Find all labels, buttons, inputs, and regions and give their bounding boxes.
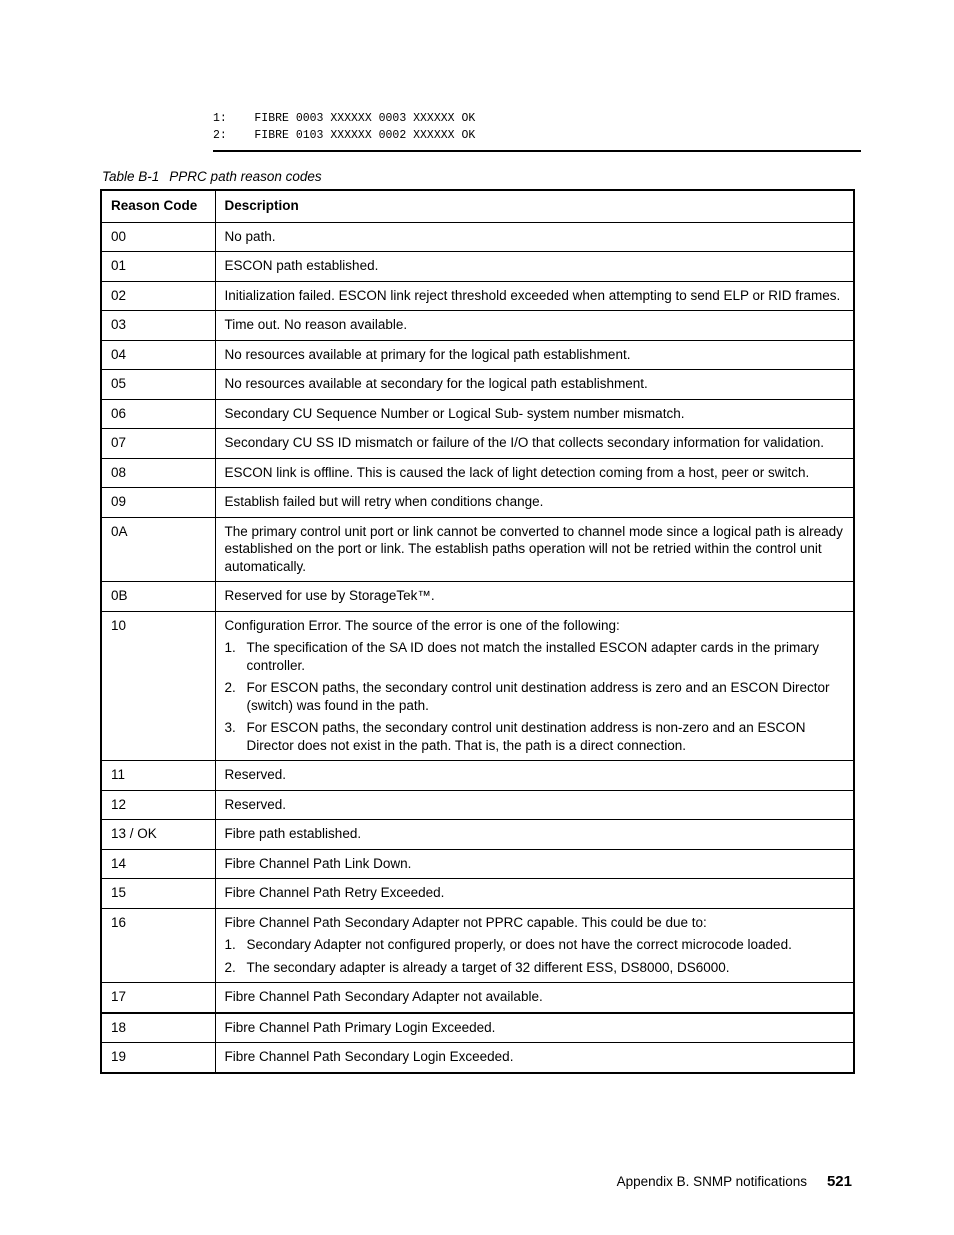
description-text: Configuration Error. The source of the error is one of the following: <box>224 617 620 633</box>
reason-code-cell: 0B <box>101 582 215 612</box>
reason-code-cell: 05 <box>101 370 215 400</box>
description-text: Fibre Channel Path Secondary Adapter not PPRC capable. This could be due to: <box>224 914 707 930</box>
table-row <box>101 399 854 429</box>
table-row <box>101 820 854 850</box>
table-row <box>101 458 854 488</box>
page-number: 521 <box>826 1173 852 1190</box>
table-row <box>101 1043 854 1073</box>
reason-code-cell: 06 <box>101 399 215 429</box>
description-cell <box>215 281 854 311</box>
description-list-item <box>225 639 845 674</box>
table-row <box>101 252 854 282</box>
list-item-number: 2. <box>224 680 236 695</box>
table-body <box>101 222 854 1073</box>
description-cell <box>215 340 854 370</box>
reason-code-cell: 12 <box>101 790 215 820</box>
list-item-number: 2. <box>224 959 236 975</box>
header-description: Description <box>215 190 854 222</box>
code-example <box>213 110 861 152</box>
description-text: Fibre Channel Path Primary Login Exceeded. <box>224 1019 496 1035</box>
description-cell <box>215 879 854 909</box>
table-row <box>101 488 854 518</box>
table-row <box>101 222 854 252</box>
table-row <box>101 370 854 400</box>
description-cell <box>215 611 854 761</box>
description-cell <box>215 1013 854 1043</box>
list-item-text: Secondary Adapter not configured properly, or does not have the correct microcode loaded. <box>246 937 792 952</box>
reason-code-cell: 18 <box>101 1013 215 1043</box>
description-text: ESCON path established. <box>224 258 379 273</box>
reason-code-cell: 14 <box>101 849 215 879</box>
description-cell <box>215 983 854 1013</box>
table-row <box>101 582 854 612</box>
description-text: Time out. No reason available. <box>224 317 408 332</box>
description-cell <box>215 399 854 429</box>
reason-code-cell: 0A <box>101 517 215 582</box>
reason-code-cell: 04 <box>101 340 215 370</box>
description-cell <box>215 820 854 850</box>
table-row <box>101 611 854 761</box>
page-footer <box>617 1173 852 1190</box>
table-row <box>101 879 854 909</box>
description-list-item <box>225 959 845 977</box>
description-cell <box>215 1043 854 1073</box>
table-row <box>101 761 854 791</box>
list-item-text: The specification of the SA ID does not match the installed ESCON adapter cards in the primary controller. <box>246 640 820 673</box>
list-item-text: For ESCON paths, the secondary control unit destination address is zero and an ESCON Director (switch) was found in the path. <box>246 680 830 713</box>
table-row <box>101 849 854 879</box>
description-text: Initialization failed. ESCON link reject threshold exceeded when attempting to send ELP or RID frames. <box>224 287 841 303</box>
header-reason-code: Reason Code <box>101 190 215 222</box>
description-list-item <box>225 679 845 714</box>
table-row <box>101 1013 854 1043</box>
description-cell <box>215 311 854 341</box>
code-line: 1: FIBRE 0003 XXXXXX 0003 XXXXXX OK <box>213 112 476 125</box>
reason-code-cell: 16 <box>101 908 215 983</box>
description-list <box>225 936 845 976</box>
reason-code-cell: 09 <box>101 488 215 518</box>
list-item-number: 1. <box>224 640 236 655</box>
table-row <box>101 340 854 370</box>
reason-code-cell: 11 <box>101 761 215 791</box>
description-cell <box>215 908 854 983</box>
reason-code-cell: 00 <box>101 222 215 252</box>
reason-code-cell: 07 <box>101 429 215 459</box>
table-caption-title: PPRC path reason codes <box>169 169 322 184</box>
description-text: Fibre Channel Path Secondary Adapter not available. <box>224 989 543 1004</box>
reason-code-cell: 10 <box>101 611 215 761</box>
description-cell <box>215 222 854 252</box>
code-line: 2: FIBRE 0103 XXXXXX 0002 XXXXXX OK <box>213 129 476 142</box>
description-cell <box>215 370 854 400</box>
description-text: No resources available at secondary for the logical path establishment. <box>224 376 648 391</box>
description-cell <box>215 517 854 582</box>
table-row <box>101 311 854 341</box>
reason-code-cell: 03 <box>101 311 215 341</box>
description-text: Secondary CU Sequence Number or Logical Sub- system number mismatch. <box>224 405 685 421</box>
description-cell <box>215 429 854 459</box>
list-item-number: 1. <box>224 937 236 952</box>
footer-section-title: Appendix B. SNMP notifications <box>616 1174 807 1189</box>
table-row <box>101 790 854 820</box>
table-header-row <box>101 190 854 222</box>
description-cell <box>215 761 854 791</box>
table-caption <box>102 169 322 184</box>
description-list-item <box>225 936 845 954</box>
reason-code-cell: 08 <box>101 458 215 488</box>
description-cell <box>215 458 854 488</box>
description-text: Fibre Channel Path Link Down. <box>224 855 412 871</box>
table-row <box>101 429 854 459</box>
description-text: Reserved. <box>224 796 287 812</box>
description-text: Fibre Channel Path Secondary Login Exceeded. <box>224 1049 514 1064</box>
description-list-item <box>225 719 845 754</box>
reason-code-cell: 13 / OK <box>101 820 215 850</box>
description-text: Reserved. <box>224 767 287 782</box>
table-row <box>101 517 854 582</box>
table-caption-label: Table B-1 <box>102 169 160 184</box>
description-text: No path. <box>224 228 276 244</box>
list-item-text: For ESCON paths, the secondary control unit destination address is non-zero and an ESCON Director does not exist in the path. That is, the path is a direct connection. <box>246 720 806 753</box>
list-item-number: 3. <box>224 720 236 735</box>
reason-code-cell: 19 <box>101 1043 215 1073</box>
description-cell <box>215 252 854 282</box>
description-text: No resources available at primary for the logical path establishment. <box>224 346 631 362</box>
description-text: The primary control unit port or link cannot be converted to channel mode since a logical path is already established on the port or link. The establish paths operation will not be retried within the control unit automatically. <box>224 523 843 574</box>
description-cell <box>215 790 854 820</box>
reason-code-cell: 01 <box>101 252 215 282</box>
description-text: Reserved for use by StorageTek™. <box>224 588 435 603</box>
description-text: ESCON link is offline. This is caused the lack of light detection coming from a host, peer or switch. <box>224 464 810 480</box>
table-row <box>101 281 854 311</box>
description-text: Establish failed but will retry when conditions change. <box>224 494 544 509</box>
list-item-text: The secondary adapter is already a target of 32 different ESS, DS8000, DS6000. <box>246 959 730 975</box>
reason-codes-table <box>100 189 855 1074</box>
description-list <box>225 639 845 754</box>
description-text: Secondary CU SS ID mismatch or failure of the I/O that collects secondary information for validation. <box>224 435 825 450</box>
description-cell <box>215 849 854 879</box>
description-text: Fibre Channel Path Retry Exceeded. <box>224 885 445 900</box>
reason-code-cell: 02 <box>101 281 215 311</box>
description-text: Fibre path established. <box>224 826 362 841</box>
table-row <box>101 983 854 1013</box>
table-row <box>101 908 854 983</box>
reason-code-cell: 17 <box>101 983 215 1013</box>
description-cell <box>215 488 854 518</box>
reason-code-cell: 15 <box>101 879 215 909</box>
description-cell <box>215 582 854 612</box>
